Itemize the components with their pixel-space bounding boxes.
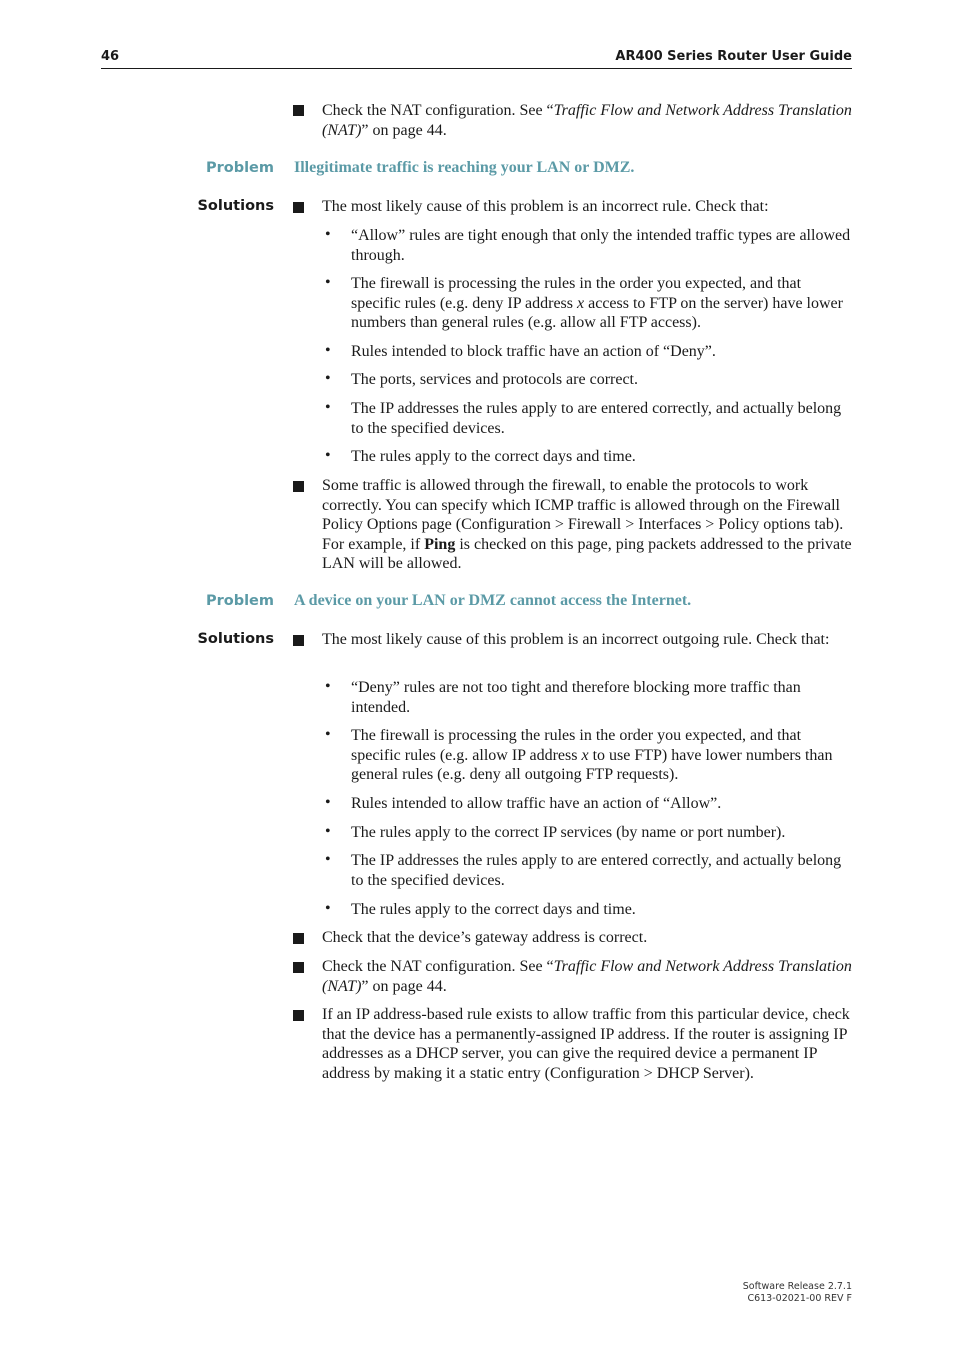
square-bullet-icon [293, 105, 304, 116]
list-item: “Deny” rules are not too tight and therefore blocking more traffic than intended. [351, 679, 801, 716]
bullet-icon: • [325, 678, 331, 695]
list-item: The rules apply to the correct IP services (by name or port number). [351, 824, 786, 841]
solution-item: The most likely cause of this problem is an incorrect rule. Check that: [322, 198, 769, 215]
document-title: AR400 Series Router User Guide [615, 49, 852, 64]
list-item: The IP addresses the rules apply to are entered correctly, and actually belong to the specified devices. [351, 400, 842, 437]
square-bullet-icon [293, 933, 304, 944]
page-footer [743, 1281, 852, 1305]
square-bullet-icon [293, 635, 304, 646]
page-header [101, 48, 852, 69]
solution-item: Check that the device’s gateway address is correct. [322, 929, 648, 946]
nat-link-text: Traffic Flow and Network Address Translation (NAT) [322, 102, 852, 139]
bullet-icon: • [325, 851, 331, 868]
solutions-label: Solutions [197, 631, 274, 647]
bullet-icon: • [325, 370, 331, 387]
bullet-icon: • [325, 274, 331, 291]
solution-item: If an IP address-based rule exists to allow traffic from this particular device, check that the device has a permanently-assigned IP address. If the router is assigning IP addresses as a DHCP server, you can give the required device a permanent IP address by making it a static entry (Configuration > DHCP Server). [322, 1006, 850, 1082]
list-item: “Allow” rules are tight enough that only the intended traffic types are allowed through. [351, 227, 851, 264]
bullet-icon: • [325, 726, 331, 743]
list-item: The IP addresses the rules apply to are entered correctly, and actually belong to the specified devices. [351, 852, 842, 889]
page-number: 46 [101, 49, 120, 64]
bullet-icon: • [325, 399, 331, 416]
problem-heading: Illegitimate traffic is reaching your LAN or DMZ. [294, 159, 635, 176]
problem-heading: A device on your LAN or DMZ cannot access the Internet. [294, 592, 692, 609]
solution-item: Some traffic is allowed through the firewall, to enable the protocols to work correctly. You can specify which ICMP traffic is allowed through on the Firewall Policy Options page (Configuration > Firewall > Interfaces > Policy options tab). For example, if Ping is checked on this page, ping packets addressed to the private LAN will be allowed. [322, 477, 852, 572]
nat-link-text: Traffic Flow and Network Address Translation (NAT) [322, 958, 852, 995]
solution-item: The most likely cause of this problem is an incorrect outgoing rule. Check that: [322, 631, 830, 648]
list-item: The ports, services and protocols are correct. [351, 371, 638, 388]
bullet-icon: • [325, 226, 331, 243]
bullet-icon: • [325, 900, 331, 917]
list-item: The firewall is processing the rules in the order you expected, and that specific rules (e.g. allow IP address x to use FTP) have lower numbers than general rules (e.g. deny all outgoing FTP requests). [351, 727, 833, 783]
software-release: Software Release 2.7.1 [742, 1281, 852, 1292]
list-item: Rules intended to block traffic have an action of “Deny”. [351, 343, 716, 360]
list-item: Rules intended to allow traffic have an action of “Allow”. [351, 795, 722, 812]
square-bullet-icon [293, 962, 304, 973]
problem-label: Problem [205, 593, 274, 609]
list-item: The firewall is processing the rules in the order you expected, and that specific rules (e.g. deny IP address x access to FTP on the server) have lower numbers than general rules (e.g. allow all FTP access). [351, 275, 843, 331]
square-bullet-icon [293, 1010, 304, 1021]
bullet-icon: • [325, 823, 331, 840]
square-bullet-icon [293, 481, 304, 492]
bullet-icon: • [325, 342, 331, 359]
bullet-icon: • [325, 794, 331, 811]
top-nat-item: Check the NAT configuration. See “Traffic Flow and Network Address Translation (NAT)” on page 44. [322, 102, 852, 139]
problem-label: Problem [205, 160, 274, 176]
list-item: The rules apply to the correct days and time. [351, 901, 636, 918]
list-item: The rules apply to the correct days and time. [351, 448, 636, 465]
bullet-icon: • [325, 447, 331, 464]
solutions-label: Solutions [197, 198, 274, 214]
solution-item: Check the NAT configuration. See “Traffic Flow and Network Address Translation (NAT)” on page 44. [322, 958, 852, 995]
square-bullet-icon [293, 202, 304, 213]
document-id: C613-02021-00 REV F [747, 1293, 852, 1304]
